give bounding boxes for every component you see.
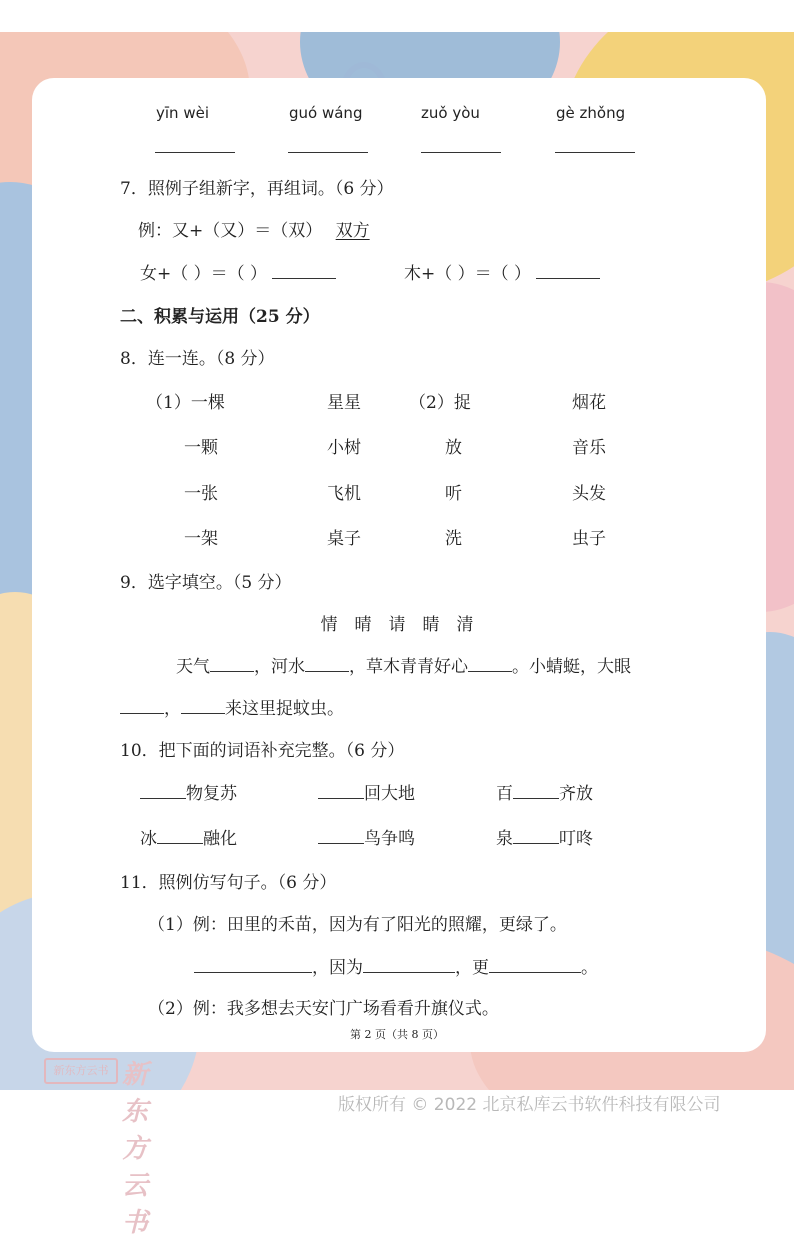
pinyin-2: guó wáng xyxy=(289,104,363,122)
q7-item-1-text: 女+（ ）＝（ ） xyxy=(140,264,268,284)
q9-blank-2[interactable] xyxy=(305,654,349,672)
q10-word-text: 齐放 xyxy=(559,784,593,804)
copyright-notice: 版权所有 © 2022 北京私库云书软件科技有限公司 xyxy=(338,1095,721,1115)
q8-col4-item: 烟花 xyxy=(572,393,606,413)
q10-word-4 xyxy=(140,824,237,849)
q8-col1-item: 一颗 xyxy=(184,438,218,458)
q11-blank-1[interactable] xyxy=(194,955,312,973)
q9-text: 来这里捉蚊虫。 xyxy=(225,699,344,719)
pinyin-answer-blank-1[interactable] xyxy=(155,152,235,153)
q8-col4-item: 音乐 xyxy=(572,438,606,458)
q9-choices: 情 晴 请 睛 清 xyxy=(320,615,474,635)
q8-col1-item: 一张 xyxy=(184,484,218,504)
q10-blank[interactable] xyxy=(157,826,203,844)
q11-title: 11．照例仿写句子。（6 分） xyxy=(120,873,337,893)
pinyin-4: gè zhǒng xyxy=(556,104,626,122)
q7-item-1 xyxy=(140,259,336,284)
q9-sentence-line-1 xyxy=(176,652,631,677)
pinyin-answer-blank-4[interactable] xyxy=(555,152,635,153)
section-2-heading: 二、积累与运用（25 分） xyxy=(120,307,320,327)
q10-blank[interactable] xyxy=(318,826,364,844)
q9-text: ，河水 xyxy=(254,657,305,677)
q8-col1-item: 一架 xyxy=(184,529,218,549)
page-number: 第 2 页（共 8 页） xyxy=(350,1028,444,1041)
q7-item-2 xyxy=(404,259,600,284)
q10-word-1 xyxy=(140,779,237,804)
q11-example-1: （1）例：田里的禾苗，因为有了阳光的照耀，更绿了。 xyxy=(148,915,567,935)
q10-word-3 xyxy=(496,779,593,804)
q11-blank-3[interactable] xyxy=(489,955,581,973)
q8-title: 8．连一连。（8 分） xyxy=(120,349,275,369)
q10-blank[interactable] xyxy=(513,826,559,844)
pinyin-3: zuǒ yòu xyxy=(421,104,480,122)
q8-col2-item: 小树 xyxy=(327,438,361,458)
q9-sentence-line-2 xyxy=(120,694,344,719)
q9-blank-1[interactable] xyxy=(210,654,254,672)
q10-word-text: 叮咚 xyxy=(559,829,593,849)
q10-word-text: 回大地 xyxy=(364,784,415,804)
q8-col4-item: 头发 xyxy=(572,484,606,504)
q9-blank-3[interactable] xyxy=(468,654,512,672)
q9-text: ，草木青青好心 xyxy=(349,657,468,677)
q8-col3-item: （2）捉 xyxy=(409,393,471,413)
q7-item-2-blank[interactable] xyxy=(536,261,600,279)
q8-col3-item: 听 xyxy=(445,484,462,504)
q10-word-text: 冰 xyxy=(140,829,157,849)
q11-answer-line-1 xyxy=(194,953,598,978)
q8-col2-item: 飞机 xyxy=(327,484,361,504)
q10-blank[interactable] xyxy=(140,781,186,799)
q10-word-6 xyxy=(496,824,593,849)
brand-logo xyxy=(44,1058,149,1238)
q10-word-text: 百 xyxy=(496,784,513,804)
q11-text: ，因为 xyxy=(312,958,363,978)
q11-blank-2[interactable] xyxy=(363,955,455,973)
q8-col3-item: 洗 xyxy=(445,529,462,549)
q8-col2-item: 星星 xyxy=(327,393,361,413)
q10-word-2 xyxy=(318,779,415,804)
q9-text: ， xyxy=(164,699,181,719)
q10-title: 10．把下面的词语补充完整。（6 分） xyxy=(120,741,405,761)
pinyin-1: yīn wèi xyxy=(156,104,209,122)
q9-text: 天气 xyxy=(176,657,210,677)
q11-text: ，更 xyxy=(455,958,489,978)
q10-blank[interactable] xyxy=(513,781,559,799)
q7-example xyxy=(138,216,370,241)
q9-blank-5[interactable] xyxy=(181,696,225,714)
q8-col4-item: 虫子 xyxy=(572,529,606,549)
q7-item-2-text: 木+（ ）＝（ ） xyxy=(404,264,532,284)
q8-col2-item: 桌子 xyxy=(327,529,361,549)
q10-word-text: 物复苏 xyxy=(186,784,237,804)
q8-col1-item: （1）一棵 xyxy=(146,393,225,413)
q10-blank[interactable] xyxy=(318,781,364,799)
q7-example-word: 双方 xyxy=(335,221,370,241)
brand-name: 新东方云书 xyxy=(122,1060,149,1238)
pinyin-answer-blank-2[interactable] xyxy=(288,152,368,153)
q11-text: 。 xyxy=(581,958,598,978)
q10-word-text: 鸟争鸣 xyxy=(364,829,415,849)
brand-logo-box: 新东方云书 xyxy=(44,1058,118,1084)
q10-word-text: 融化 xyxy=(203,829,237,849)
q8-col3-item: 放 xyxy=(445,438,462,458)
q9-blank-4[interactable] xyxy=(120,696,164,714)
q7-item-1-blank[interactable] xyxy=(272,261,336,279)
q7-example-prefix: 例：又+（又）＝（双） xyxy=(138,221,323,241)
q10-word-text: 泉 xyxy=(496,829,513,849)
pinyin-answer-blank-3[interactable] xyxy=(421,152,501,153)
q9-title: 9．选字填空。（5 分） xyxy=(120,573,292,593)
q9-text: 。小蜻蜓，大眼 xyxy=(512,657,631,677)
q10-word-5 xyxy=(318,824,415,849)
q11-example-2: （2）例：我多想去天安门广场看看升旗仪式。 xyxy=(148,999,499,1019)
q7-title: 7．照例子组新字，再组词。（6 分） xyxy=(120,179,394,199)
